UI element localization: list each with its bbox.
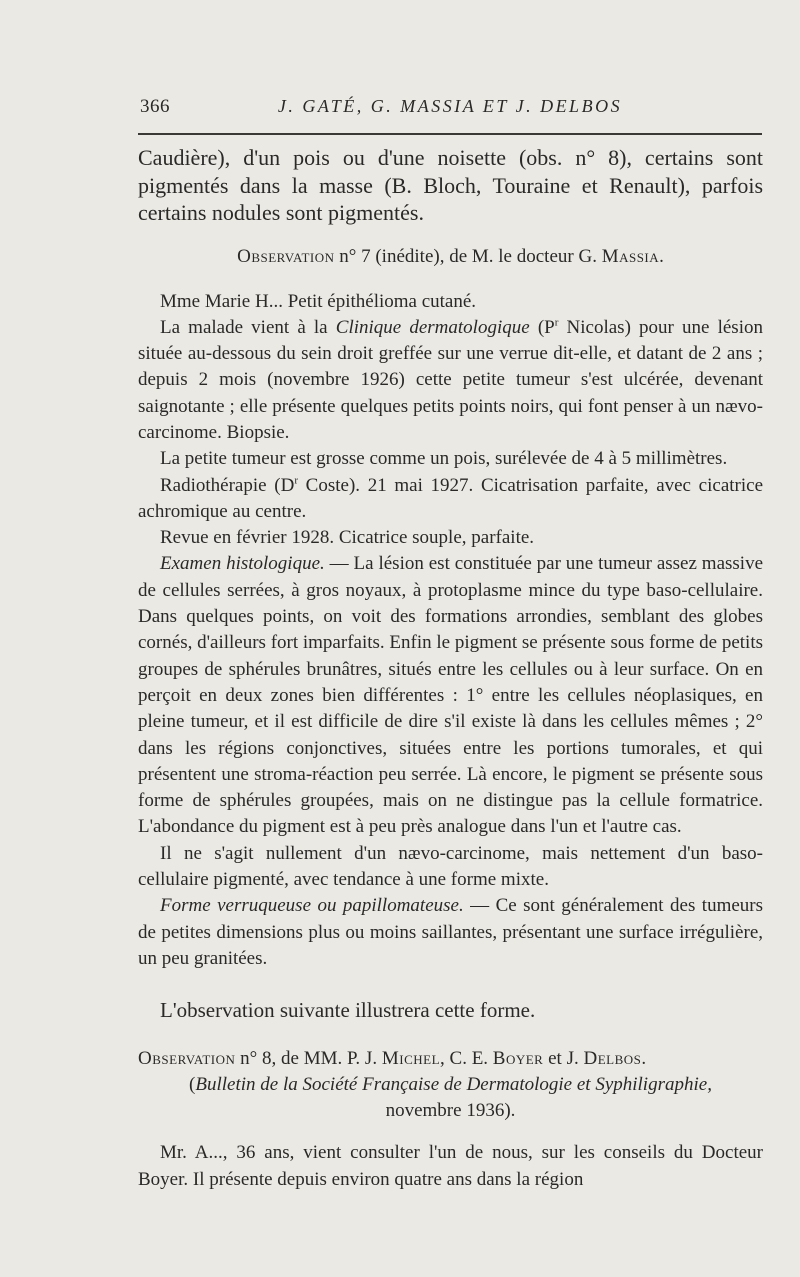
paragraph-8: [138, 893, 763, 972]
page-number: 366: [140, 96, 170, 117]
paragraph-1: Mme Marie H... Petit épithélioma cutané.: [160, 290, 477, 312]
obs8-cite-italic: Bulletin de la Société Française de Dermatologie et Syphiligraphie,: [195, 1074, 712, 1096]
p6-italic: Examen histologique.: [160, 553, 325, 575]
obs8-cite-open: (: [189, 1074, 196, 1096]
p2-a: La malade vient à la: [160, 316, 336, 338]
page-header: [140, 96, 760, 128]
obs7-end: .: [659, 245, 664, 267]
obs8-cite-end: novembre 1936).: [385, 1100, 516, 1122]
obs7-author: Massia: [601, 245, 660, 267]
intro-paragraph: Caudière), d'un pois ou d'une noisette (obs. n° 8), certains sont pigmentés dans la masse (B. Bloch, Touraine et Renault), parfois certains nodules sont pigmentés.: [138, 145, 763, 225]
p4-b: Coste). 21 mai 1927. Cicatrisation parfaite, avec cicatrice achromique au centre.: [138, 474, 764, 522]
observation-8-heading: [138, 1046, 763, 1124]
p2-c: Nicolas) pour une lésion située au-dessous du sein droit greffée sur une verrue dit-elle, et datant de 2 ans ; depuis 2 mois (novembre 1926) cette petite tumeur s'est ulcérée, devenant saignotante ; elle présente quelques petits points noirs, qui font penser à un nævo-carcinome. Biopsie.: [138, 316, 763, 443]
p4-sup: r: [294, 474, 298, 487]
observation-7-heading: [138, 244, 763, 270]
obs8-c: et J.: [543, 1048, 584, 1070]
obs8-a: n° 8, de MM. P. J.: [235, 1048, 382, 1070]
p8-italic: Forme verruqueuse ou papillomateuse.: [160, 895, 464, 917]
sub-heading: L'observation suivante illustrera cette forme.: [160, 998, 536, 1023]
obs8-name-1: Michel: [381, 1048, 441, 1070]
obs8-name-2: Boyer: [492, 1048, 544, 1070]
p2-b: (P: [529, 316, 555, 338]
obs7-label: Observation: [237, 245, 335, 267]
body-text: [138, 144, 763, 1193]
obs8-name-3: Delbos: [583, 1048, 642, 1070]
last-paragraph: Mr. A..., 36 ans, vient consulter l'un de nous, sur les conseils du Docteur Boyer. Il présente depuis environ quatre ans dans la région: [138, 1142, 763, 1190]
p2-sup: r: [554, 316, 559, 329]
paragraph-3: La petite tumeur est grosse comme un pois, surélevée de 4 à 5 millimètres.: [160, 448, 728, 470]
paragraph-2: [138, 315, 763, 446]
paragraph-5: Revue en février 1928. Cicatrice souple, parfaite.: [160, 527, 535, 549]
p8-text: — Ce sont généralement des tumeurs de petites dimensions plus ou moins saillantes, présentant une surface irrégulière, un peu granitées.: [138, 895, 763, 969]
running-title: J. GATÉ, G. MASSIA ET J. DELBOS: [277, 96, 623, 116]
obs8-b: , C. E.: [440, 1048, 493, 1070]
paragraph-6: [138, 551, 763, 840]
obs7-rest: n° 7 (inédite), de M. le docteur G.: [334, 245, 602, 267]
obs8-citation: [138, 1072, 763, 1124]
p6-text: — La lésion est constituée par une tumeur assez massive de cellules serrées, à gros noyaux, à protoplasme mince du type baso-cellulaire. Dans quelques points, on voit des formations arrondies, semblant des globes cornés, d'ailleurs fort imparfaits. Enfin le pigment se présente sous forme de petits groupes de sphérules brunâtres, situés entre les cellules ou à leur surface. On en perçoit en deux zones bien différentes : 1° entre les cellules néoplasiques, en pleine tumeur, et il est difficile de dire s'il existe là dans les cellules mêmes ; 2° dans les régions conjonctives, situées entre les portions tumorales, et qui présentent une stroma-réaction peu serrée. Là encore, le pigment se présente sous forme de sphérules groupées, mais on ne distingue pas la cellule formatrice. L'abondance du pigment est à peu près analogue dans l'un et l'autre cas.: [138, 553, 764, 838]
header-rule: [138, 133, 762, 135]
paragraph-4: [138, 473, 763, 526]
obs8-d: .: [641, 1048, 647, 1070]
obs8-label: Observation: [138, 1048, 236, 1070]
p2-italic: Clinique dermatologique: [335, 316, 530, 338]
paragraph-7: Il ne s'agit nullement d'un nævo-carcinome, mais nettement d'un baso-cellulaire pigmenté, avec tendance à une forme mixte.: [138, 842, 763, 891]
p4-a: Radiothérapie (D: [160, 474, 295, 496]
